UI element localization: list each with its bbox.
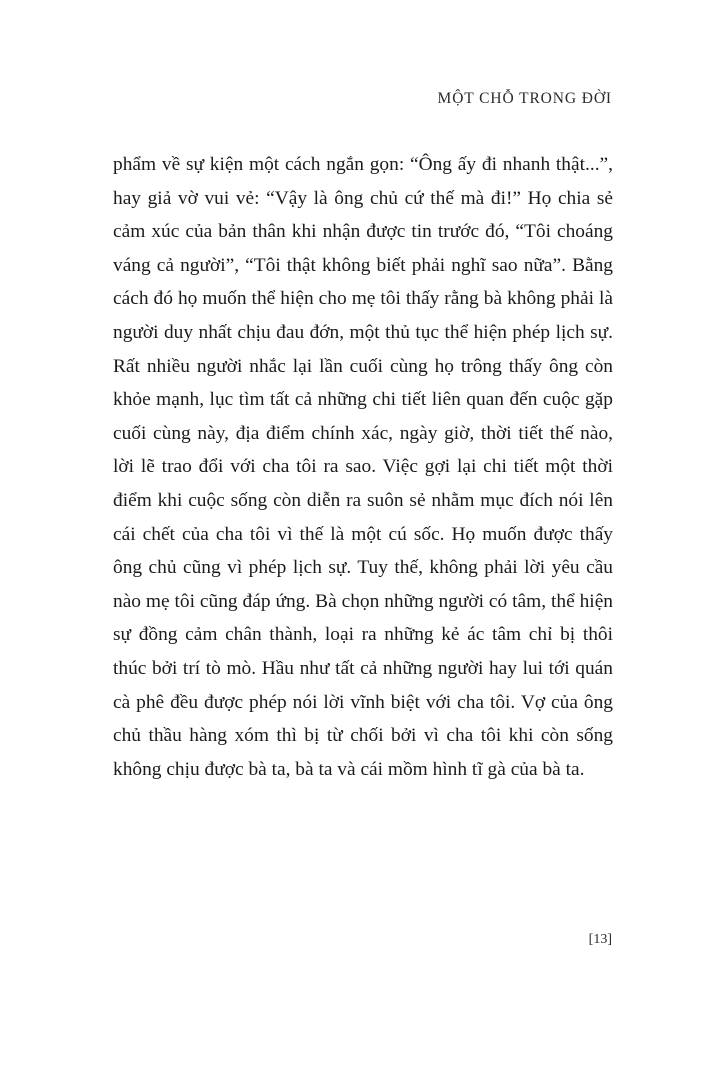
page-number: [13] <box>588 932 612 947</box>
body-text-block <box>113 148 613 786</box>
body-paragraph: phẩm về sự kiện một cách ngắn gọn: “Ông ấy đi nhanh thật...”, hay giả vờ vui vẻ: “Vậy là ông chủ cứ thế mà đi!” Họ chia sẻ cảm xúc của bản thân khi nhận được tin trước đó, “Tôi choáng váng cả người”, “Tôi thật không biết phải nghĩ sao nữa”. Bằng cách đó họ muốn thể hiện cho mẹ tôi thấy rằng bà không phải là người duy nhất chịu đau đớn, một thủ tục thể hiện phép lịch sự. Rất nhiều người nhắc lại lần cuối cùng họ trông thấy ông còn khỏe mạnh, lục tìm tất cả những chi tiết liên quan đến cuộc gặp cuối cùng này, địa điểm chính xác, ngày giờ, thời tiết thế nào, lời lẽ trao đổi với cha tôi ra sao. Việc gợi lại chi tiết một thời điểm khi cuộc sống còn diễn ra suôn sẻ nhằm mục đích nói lên cái chết của cha tôi vì thế là một cú sốc. Họ muốn được thấy ông chủ cũng vì phép lịch sự. Tuy thế, không phải lời yêu cầu nào mẹ tôi cũng đáp ứng. Bà chọn những người có tâm, thể hiện sự đồng cảm chân thành, loại ra những kẻ ác tâm chỉ bị thôi thúc bởi trí tò mò. Hầu như tất cả những người hay lui tới quán cà phê đều được phép nói lời vĩnh biệt với cha tôi. Vợ của ông chủ thầu hàng xóm thì bị từ chối bởi vì cha tôi khi còn sống không chịu được bà ta, bà ta và cái mồm hình tĩ gà của bà ta. <box>113 154 613 780</box>
running-head: MỘT CHỖ TRONG ĐỜI <box>437 90 612 107</box>
